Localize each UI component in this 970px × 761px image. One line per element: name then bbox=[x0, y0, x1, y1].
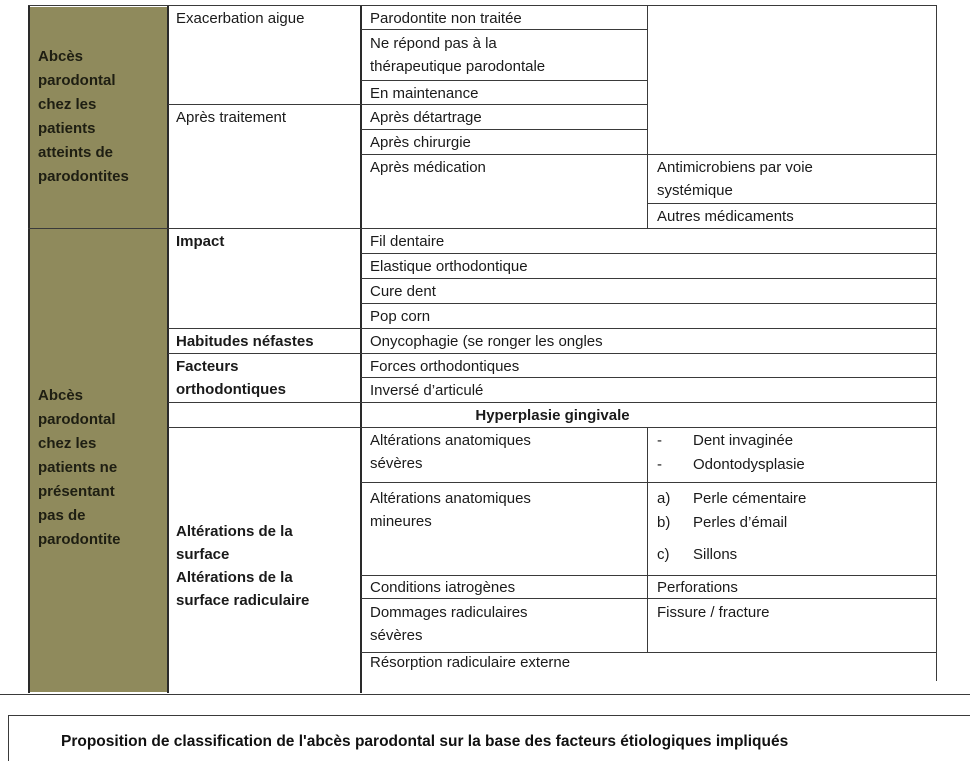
page-divider bbox=[0, 694, 970, 695]
line bbox=[361, 278, 937, 279]
detartrage-cell: Après détartrage bbox=[370, 109, 482, 126]
col4-border-g1 bbox=[647, 5, 648, 229]
group-divider bbox=[28, 228, 937, 229]
elastique-cell: Elastique orthodontique bbox=[370, 258, 528, 275]
medication-cell: Après médication bbox=[370, 159, 486, 176]
apres-traitement-cell: Après traitement bbox=[176, 109, 287, 126]
right-border-g2 bbox=[936, 229, 937, 681]
iatrogenes-cell: Conditions iatrogènes bbox=[370, 579, 516, 596]
line bbox=[361, 253, 937, 254]
inverse-cell: Inversé d’articulé bbox=[370, 382, 484, 399]
non-traitee-cell: Parodontite non traitée bbox=[370, 10, 522, 27]
ne-repond-cell: Ne répond pas à la thérapeutique parodontale bbox=[370, 35, 546, 75]
line bbox=[168, 328, 937, 329]
table-top-border bbox=[28, 5, 937, 6]
group2-label: Abcès parodontal chez les patients ne présentant pas de parodontite bbox=[38, 387, 121, 548]
line bbox=[361, 80, 648, 81]
habitudes-cell: Habitudes néfastes bbox=[176, 333, 314, 350]
alterations-surface-cell: Altérations de la surface Altérations de la surface radiculaire bbox=[176, 523, 310, 609]
autres-medicaments-cell: Autres médicaments bbox=[657, 208, 794, 225]
col4-border-g2 bbox=[647, 427, 648, 653]
table-left-border bbox=[28, 5, 30, 693]
cure-dent-cell: Cure dent bbox=[370, 283, 436, 300]
group1-label: Abcès parodontal chez les patients atteints de parodontites bbox=[38, 48, 129, 185]
line bbox=[361, 154, 937, 155]
list-item: - Dent invaginée bbox=[657, 432, 794, 449]
chirurgie-cell: Après chirurgie bbox=[370, 134, 471, 151]
fil-dentaire-cell: Fil dentaire bbox=[370, 233, 445, 250]
alterations-mineures-cell: Altérations anatomiques mineures bbox=[370, 490, 531, 530]
pop-corn-cell: Pop corn bbox=[370, 308, 431, 325]
line bbox=[361, 129, 648, 130]
onycophagie-cell: Onycophagie (se ronger les ongles bbox=[370, 333, 603, 350]
line bbox=[361, 303, 937, 304]
line bbox=[361, 482, 937, 483]
right-border-g1 bbox=[936, 5, 937, 229]
list-item: b) Perles d’émail bbox=[657, 514, 788, 531]
antimicrobiens-cell: Antimicrobiens par voie systémique bbox=[657, 159, 813, 199]
list-item: c) Sillons bbox=[657, 546, 738, 563]
line bbox=[648, 203, 937, 204]
label-column-border bbox=[167, 5, 169, 693]
alterations-severes-cell: Altérations anatomiques sévères bbox=[370, 432, 531, 472]
list-item: - Odontodysplasie bbox=[657, 456, 805, 473]
perforations-cell: Perforations bbox=[657, 579, 738, 596]
list-item: a) Perle cémentaire bbox=[657, 490, 807, 507]
line bbox=[168, 353, 937, 354]
forces-cell: Forces orthodontiques bbox=[370, 358, 520, 375]
impact-cell: Impact bbox=[176, 233, 225, 250]
line bbox=[168, 427, 937, 428]
cat-column-border bbox=[360, 5, 362, 693]
fissure-cell: Fissure / fracture bbox=[657, 604, 770, 621]
hyperplasie-cell: Hyperplasie gingivale bbox=[475, 407, 630, 424]
caption-frame-top bbox=[8, 715, 970, 716]
caption-frame-left bbox=[8, 715, 9, 761]
dommages-cell: Dommages radiculaires sévères bbox=[370, 604, 528, 644]
resorption-cell: Résorption radiculaire externe bbox=[370, 654, 571, 671]
line bbox=[168, 402, 937, 403]
exacerbation-cell: Exacerbation aigue bbox=[176, 10, 305, 27]
facteurs-ortho-cell: Facteurs orthodontiques bbox=[176, 358, 286, 398]
figure-caption: Proposition de classification de l'abcès parodontal sur la base des facteurs étiologiques impliqués bbox=[61, 733, 789, 750]
maintenance-cell: En maintenance bbox=[370, 85, 479, 102]
